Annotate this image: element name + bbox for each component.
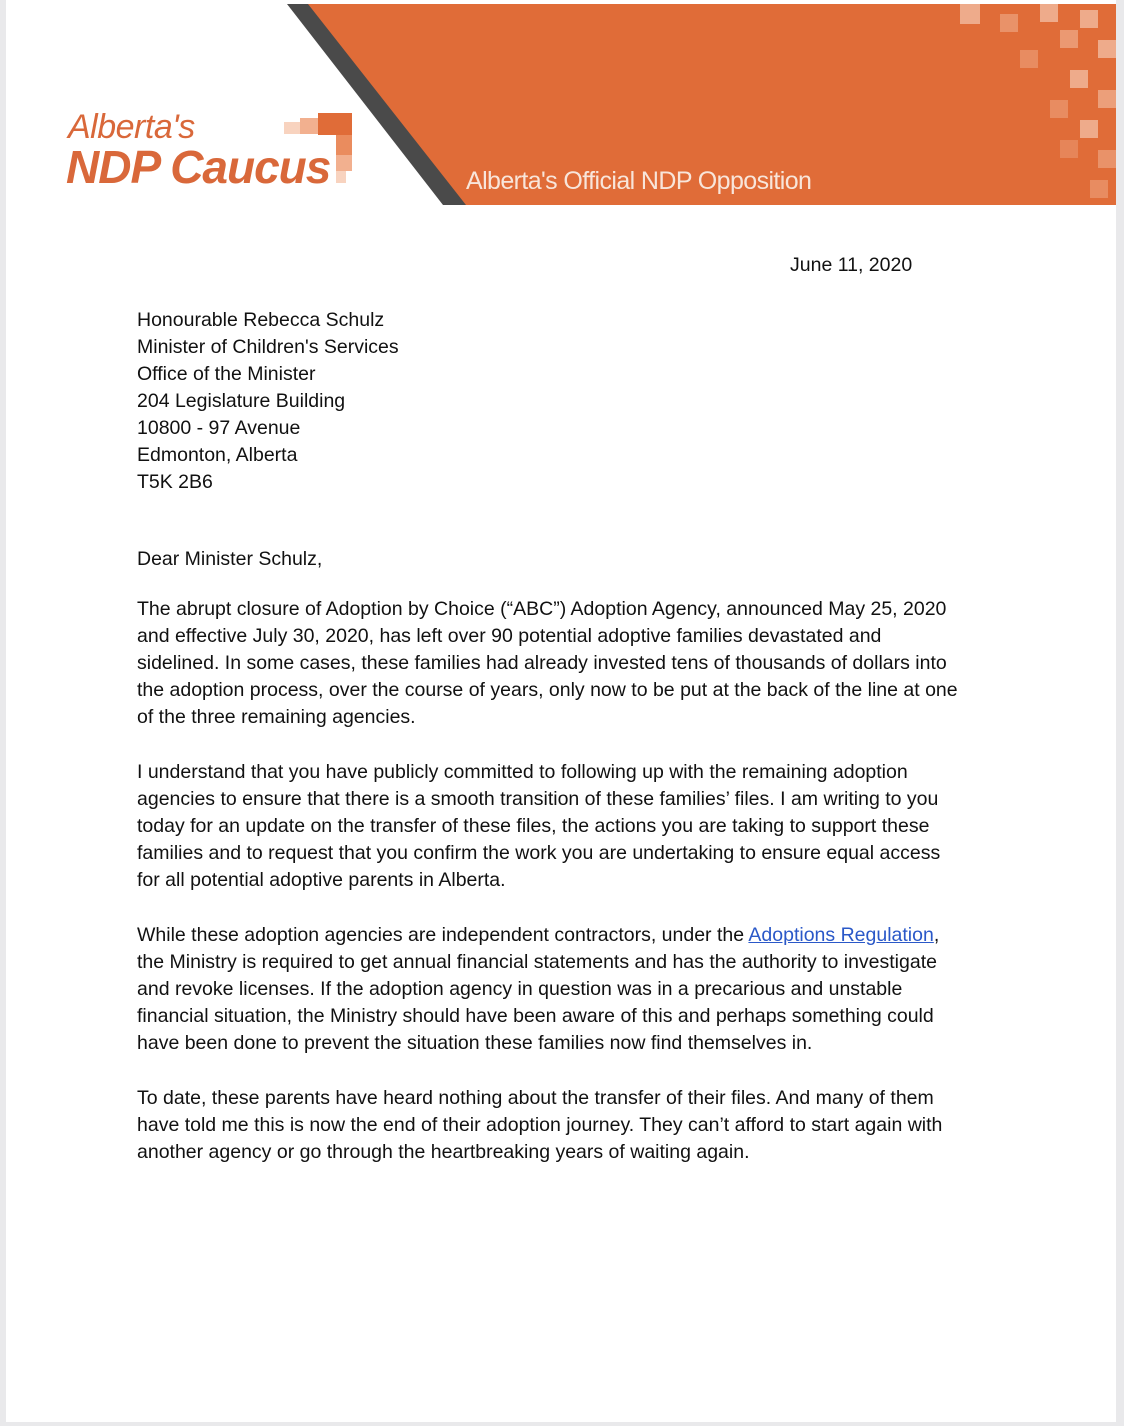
text-line: of the three remaining agencies.: [137, 706, 416, 728]
salutation: Dear Minister Schulz,: [137, 548, 323, 570]
paragraph-3: [137, 922, 939, 1057]
text-line: today for an update on the transfer of these files, the actions you are taking to support these: [137, 815, 930, 837]
text-line: To date, these parents have heard nothing about the transfer of their files. And many of them: [137, 1087, 934, 1109]
logo-text-ndp-caucus: NDP Caucus: [66, 141, 331, 193]
text-line: for all potential adoptive parents in Alberta.: [137, 869, 506, 891]
text-line: [137, 922, 939, 949]
text-line: and revoke licenses. If the adoption agency in question was in a precarious and unstable: [137, 978, 903, 1000]
text-line: another agency or go through the heartbreaking years of waiting again.: [137, 1141, 750, 1163]
text-line: the Ministry is required to get annual financial statements and has the authority to investigate: [137, 951, 937, 973]
address-line: Minister of Children's Services: [137, 336, 399, 358]
letter-date: June 11, 2020: [790, 254, 913, 276]
logo-text-albertas: Alberta's: [68, 108, 195, 146]
paragraph-2: [137, 759, 940, 894]
adoptions-regulation-link[interactable]: Adoptions Regulation: [748, 924, 934, 946]
address-line: 204 Legislature Building: [137, 390, 346, 412]
text-span: While these adoption agencies are independent contractors, under the: [137, 924, 749, 946]
text-line: sidelined. In some cases, these families had already invested tens of thousands of dollars into: [137, 652, 947, 674]
text-line: the adoption process, over the course of years, only now to be put at the back of the line at one: [137, 679, 958, 701]
paragraph-1: [137, 596, 958, 731]
text-line: have told me this is now the end of their adoption journey. They can’t afford to start again with: [137, 1114, 943, 1136]
address-line: Honourable Rebecca Schulz: [137, 309, 385, 331]
banner-tagline: Alberta's Official NDP Opposition: [466, 167, 812, 195]
address-line: Office of the Minister: [137, 363, 316, 385]
address-line: Edmonton, Alberta: [137, 444, 298, 466]
paragraph-4: [137, 1085, 942, 1166]
text-line: families and to request that you confirm the work you are undertaking to ensure equal access: [137, 842, 941, 864]
text-line: and effective July 30, 2020, has left over 90 potential adoptive families devastated and: [137, 625, 882, 647]
address-line: T5K 2B6: [137, 471, 213, 493]
text-line: financial situation, the Ministry should have been aware of this and perhaps something could: [137, 1005, 934, 1027]
text-span: ,: [933, 924, 940, 946]
text-line: The abrupt closure of Adoption by Choice (“ABC”) Adoption Agency, announced May 25, 2020: [137, 598, 947, 620]
address-line: 10800 - 97 Avenue: [137, 417, 301, 439]
recipient-address: [137, 307, 399, 496]
text-line: agencies to ensure that there is a smooth transition of these families’ files. I am writing to you: [137, 788, 939, 810]
text-line: I understand that you have publicly committed to following up with the remaining adoption: [137, 761, 908, 783]
text-line: have been done to prevent the situation these families now find themselves in.: [137, 1032, 813, 1054]
